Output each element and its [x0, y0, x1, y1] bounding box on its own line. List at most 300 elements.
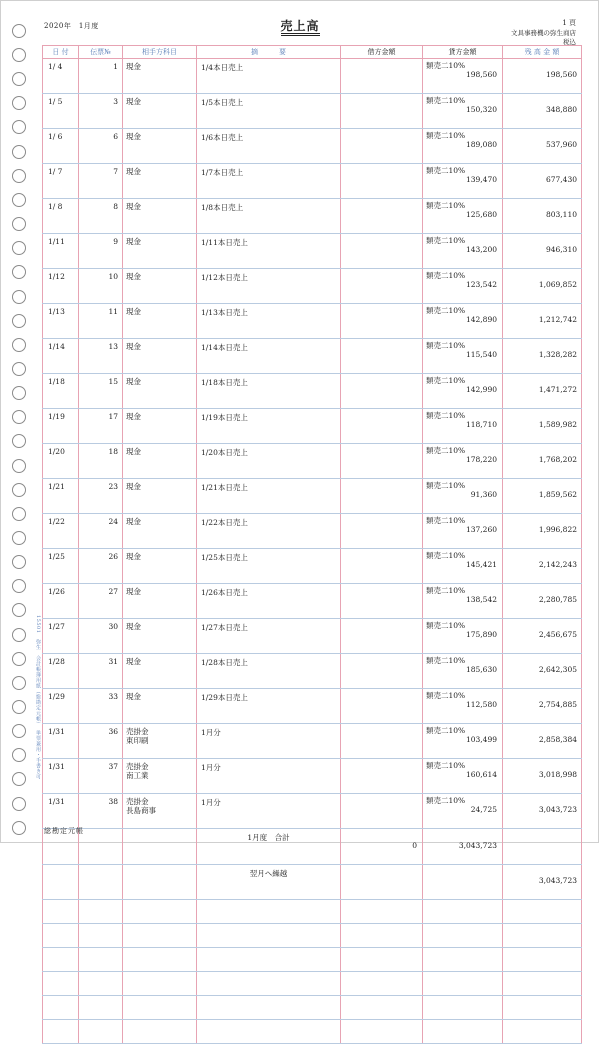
punch-hole	[12, 579, 26, 593]
balance-amount: 2,280,785	[503, 584, 582, 619]
empty-cell	[123, 948, 197, 972]
empty-cell	[79, 924, 123, 948]
punch-hole	[12, 338, 26, 352]
credit-amount	[423, 619, 503, 654]
tax-category: 類売二10%	[426, 446, 466, 455]
debit-amount	[341, 514, 423, 549]
slip-number: 18	[79, 444, 123, 479]
debit-amount	[341, 374, 423, 409]
tax-category: 類売二10%	[426, 621, 466, 630]
credit-value: 142,890	[465, 315, 497, 324]
empty-cell	[79, 900, 123, 924]
empty-cell	[423, 924, 503, 948]
credit-amount	[423, 304, 503, 339]
entry-description: 1月分	[197, 759, 341, 794]
account-name: 現金	[126, 237, 141, 246]
empty-row	[43, 1020, 582, 1044]
credit-amount	[423, 409, 503, 444]
entry-date: 1/ 7	[43, 164, 79, 199]
punch-hole	[12, 821, 26, 835]
credit-amount	[423, 549, 503, 584]
ledger-row	[43, 654, 582, 689]
empty-cell	[43, 1020, 79, 1044]
balance-amount: 1,859,562	[503, 479, 582, 514]
empty-cell	[197, 924, 341, 948]
balance-amount: 3,043,723	[503, 794, 582, 829]
empty-cell	[197, 1020, 341, 1044]
account-name: 現金	[126, 167, 141, 176]
account-name: 現金	[126, 482, 141, 491]
carry-balance: 3,043,723	[503, 865, 582, 900]
punch-hole	[12, 265, 26, 279]
tax-category: 類売二10%	[426, 796, 466, 805]
empty-cell	[503, 924, 582, 948]
credit-value: 143,200	[465, 245, 497, 254]
punch-hole	[12, 72, 26, 86]
entry-date: 1/18	[43, 374, 79, 409]
debit-amount	[341, 444, 423, 479]
credit-value: 24,725	[470, 805, 497, 814]
empty-cell	[197, 996, 341, 1020]
sub-account-name: 長島商事	[126, 806, 156, 815]
company-name: 文具事務機の弥生商店	[511, 29, 576, 37]
counter-account	[123, 514, 197, 549]
tax-category: 類売二10%	[426, 691, 466, 700]
entry-date: 1/ 4	[43, 59, 79, 94]
tax-category: 類売二10%	[426, 411, 466, 420]
page-number: 1 頁	[562, 19, 576, 27]
balance-amount: 2,142,243	[503, 549, 582, 584]
header-row	[43, 46, 582, 59]
ledger-row	[43, 794, 582, 829]
ledger-row	[43, 549, 582, 584]
entry-date: 1/31	[43, 724, 79, 759]
punch-hole	[12, 483, 26, 497]
empty-cell	[79, 1020, 123, 1044]
tax-category: 類売二10%	[426, 341, 466, 350]
entry-description: 1/12本日売上	[197, 269, 341, 304]
entry-date: 1/13	[43, 304, 79, 339]
ledger-row	[43, 479, 582, 514]
empty-cell	[197, 948, 341, 972]
debit-amount	[341, 654, 423, 689]
account-name: 現金	[126, 132, 141, 141]
counter-account	[123, 479, 197, 514]
empty-cell	[43, 996, 79, 1020]
credit-amount	[423, 759, 503, 794]
entry-date: 1/27	[43, 619, 79, 654]
credit-amount	[423, 689, 503, 724]
tax-category: 類売二10%	[426, 656, 466, 665]
empty-cell	[423, 996, 503, 1020]
punch-hole	[12, 314, 26, 328]
credit-amount	[423, 164, 503, 199]
counter-account	[123, 304, 197, 339]
balance-amount: 3,018,998	[503, 759, 582, 794]
debit-amount	[341, 689, 423, 724]
account-name: 現金	[126, 552, 141, 561]
sub-account-name: 南工業	[126, 771, 149, 780]
empty-cell	[197, 900, 341, 924]
entry-date: 1/12	[43, 269, 79, 304]
ledger-row	[43, 689, 582, 724]
account-name: 現金	[126, 377, 141, 386]
credit-value: 145,421	[465, 560, 497, 569]
debit-amount	[341, 619, 423, 654]
ledger-row	[43, 619, 582, 654]
credit-amount	[423, 584, 503, 619]
entry-description: 1/28本日売上	[197, 654, 341, 689]
entry-description: 1/4本日売上	[197, 59, 341, 94]
tax-category: 類売二10%	[426, 131, 466, 140]
punch-hole	[12, 459, 26, 473]
credit-value: 118,710	[465, 420, 497, 429]
title-underline	[281, 33, 320, 34]
slip-number: 23	[79, 479, 123, 514]
credit-amount	[423, 199, 503, 234]
counter-account	[123, 339, 197, 374]
carry-account	[123, 865, 197, 900]
tax-category: 類売二10%	[426, 376, 466, 385]
slip-number: 8	[79, 199, 123, 234]
punch-hole	[12, 652, 26, 666]
entry-description: 1/14本日売上	[197, 339, 341, 374]
empty-row	[43, 948, 582, 972]
balance-amount: 946,310	[503, 234, 582, 269]
punch-hole	[12, 700, 26, 714]
slip-number: 13	[79, 339, 123, 374]
slip-number: 30	[79, 619, 123, 654]
empty-cell	[43, 924, 79, 948]
entry-description: 1/6本日売上	[197, 129, 341, 164]
punch-hole	[12, 410, 26, 424]
debit-amount	[341, 234, 423, 269]
empty-cell	[341, 900, 423, 924]
credit-value: 125,680	[465, 210, 497, 219]
summary-slip	[79, 829, 123, 865]
balance-amount: 1,069,852	[503, 269, 582, 304]
tax-category: 類売二10%	[426, 761, 466, 770]
empty-row	[43, 924, 582, 948]
counter-account	[123, 374, 197, 409]
tax-mode: 税込	[563, 38, 576, 46]
account-name: 売掛金	[126, 797, 149, 806]
entry-date: 1/31	[43, 759, 79, 794]
counter-account	[123, 444, 197, 479]
slip-number: 9	[79, 234, 123, 269]
punch-hole	[12, 24, 26, 38]
credit-value: 137,260	[465, 525, 497, 534]
slip-number: 15	[79, 374, 123, 409]
empty-cell	[341, 1020, 423, 1044]
credit-amount	[423, 794, 503, 829]
credit-value: 91,360	[470, 490, 497, 499]
slip-number: 37	[79, 759, 123, 794]
punch-hole	[12, 193, 26, 207]
punch-hole	[12, 772, 26, 786]
account-name: 現金	[126, 657, 141, 666]
debit-amount	[341, 409, 423, 444]
balance-amount: 803,110	[503, 199, 582, 234]
credit-amount	[423, 514, 503, 549]
entry-description: 1/7本日売上	[197, 164, 341, 199]
sub-account-name: 東印刷	[126, 736, 149, 745]
entry-description: 1/26本日売上	[197, 584, 341, 619]
slip-number: 1	[79, 59, 123, 94]
credit-amount	[423, 94, 503, 129]
account-name: 現金	[126, 62, 141, 71]
slip-number: 24	[79, 514, 123, 549]
balance-amount: 1,768,202	[503, 444, 582, 479]
period-label: 2020年 1月度	[44, 22, 99, 30]
counter-account	[123, 199, 197, 234]
entry-date: 1/14	[43, 339, 79, 374]
slip-number: 10	[79, 269, 123, 304]
debit-amount	[341, 794, 423, 829]
empty-row	[43, 996, 582, 1020]
punch-hole	[12, 724, 26, 738]
ledger-row	[43, 199, 582, 234]
counter-account	[123, 164, 197, 199]
balance-amount: 348,880	[503, 94, 582, 129]
entry-date: 1/ 8	[43, 199, 79, 234]
counter-account	[123, 94, 197, 129]
debit-amount	[341, 164, 423, 199]
credit-value: 198,560	[465, 70, 497, 79]
debit-amount	[341, 94, 423, 129]
ledger-table	[42, 45, 582, 1044]
punch-hole	[12, 96, 26, 110]
balance-amount: 1,328,282	[503, 339, 582, 374]
empty-cell	[341, 972, 423, 996]
tax-category: 類売二10%	[426, 726, 466, 735]
punch-hole	[12, 434, 26, 448]
balance-amount: 677,430	[503, 164, 582, 199]
counter-account	[123, 724, 197, 759]
empty-cell	[43, 972, 79, 996]
entry-description: 1/22本日売上	[197, 514, 341, 549]
entry-description: 1/11本日売上	[197, 234, 341, 269]
empty-cell	[79, 972, 123, 996]
ledger-row	[43, 514, 582, 549]
punch-hole	[12, 145, 26, 159]
entry-description: 1/19本日売上	[197, 409, 341, 444]
punch-hole	[12, 628, 26, 642]
slip-number: 31	[79, 654, 123, 689]
balance-amount: 1,996,822	[503, 514, 582, 549]
credit-amount	[423, 129, 503, 164]
punch-hole	[12, 555, 26, 569]
counter-account	[123, 269, 197, 304]
col-header-description: 摘 要	[197, 46, 341, 59]
slip-number: 17	[79, 409, 123, 444]
form-product-note: 15501 弥生 会計帳簿用紙（総勘定元帳） 単票兼用・手書き可	[35, 615, 41, 780]
counter-account	[123, 794, 197, 829]
debit-amount	[341, 269, 423, 304]
debit-amount	[341, 549, 423, 584]
entry-description: 1月分	[197, 794, 341, 829]
ledger-row	[43, 59, 582, 94]
credit-amount	[423, 479, 503, 514]
entry-description: 1/18本日売上	[197, 374, 341, 409]
credit-amount	[423, 654, 503, 689]
empty-row	[43, 972, 582, 996]
punch-hole	[12, 797, 26, 811]
debit-amount	[341, 199, 423, 234]
entry-description: 1/21本日売上	[197, 479, 341, 514]
entry-date: 1/25	[43, 549, 79, 584]
debit-amount	[341, 129, 423, 164]
carry-slip	[79, 865, 123, 900]
entry-date: 1/31	[43, 794, 79, 829]
punch-hole	[12, 120, 26, 134]
empty-cell	[341, 924, 423, 948]
empty-cell	[43, 900, 79, 924]
slip-number: 11	[79, 304, 123, 339]
account-name: 売掛金	[126, 762, 149, 771]
counter-account	[123, 549, 197, 584]
punch-hole	[12, 531, 26, 545]
entry-date: 1/ 6	[43, 129, 79, 164]
balance-amount: 2,754,885	[503, 689, 582, 724]
col-header-debit: 借方金額	[341, 46, 423, 59]
carry-forward-row	[43, 865, 582, 900]
account-name: 現金	[126, 342, 141, 351]
col-header-slip: 伝票№	[79, 46, 123, 59]
punch-hole	[12, 48, 26, 62]
balance-amount: 1,589,982	[503, 409, 582, 444]
tax-category: 類売二10%	[426, 201, 466, 210]
counter-account	[123, 129, 197, 164]
ledger-row	[43, 724, 582, 759]
entry-date: 1/26	[43, 584, 79, 619]
tax-category: 類売二10%	[426, 551, 466, 560]
empty-cell	[197, 972, 341, 996]
counter-account	[123, 234, 197, 269]
credit-value: 139,470	[465, 175, 497, 184]
empty-cell	[423, 1020, 503, 1044]
debit-amount	[341, 584, 423, 619]
credit-value: 103,499	[465, 735, 497, 744]
footer-label: 総勘定元帳	[44, 827, 84, 835]
tax-category: 類売二10%	[426, 481, 466, 490]
credit-value: 123,542	[465, 280, 497, 289]
account-name: 現金	[126, 622, 141, 631]
punch-hole	[12, 507, 26, 521]
summary-label: 1月度 合計	[197, 829, 341, 865]
title-underline-double	[281, 35, 320, 36]
empty-cell	[123, 924, 197, 948]
account-name: 現金	[126, 447, 141, 456]
credit-value: 142,990	[465, 385, 497, 394]
empty-cell	[123, 972, 197, 996]
credit-value: 175,890	[465, 630, 497, 639]
punch-hole	[12, 241, 26, 255]
punch-hole	[12, 217, 26, 231]
account-name: 現金	[126, 202, 141, 211]
credit-amount	[423, 444, 503, 479]
slip-number: 33	[79, 689, 123, 724]
summary-debit-total: 0	[341, 829, 423, 865]
credit-amount	[423, 339, 503, 374]
account-name: 売掛金	[126, 727, 149, 736]
empty-cell	[423, 948, 503, 972]
credit-value: 112,580	[465, 700, 497, 709]
entry-description: 1/20本日売上	[197, 444, 341, 479]
counter-account	[123, 59, 197, 94]
empty-cell	[123, 996, 197, 1020]
balance-amount: 2,456,675	[503, 619, 582, 654]
ledger-row	[43, 759, 582, 794]
credit-amount	[423, 59, 503, 94]
credit-value: 115,540	[465, 350, 497, 359]
account-name: 現金	[126, 272, 141, 281]
counter-account	[123, 584, 197, 619]
empty-cell	[341, 948, 423, 972]
counter-account	[123, 409, 197, 444]
col-header-balance: 残 高 金 額	[503, 46, 582, 59]
punch-hole	[12, 386, 26, 400]
tax-category: 類売二10%	[426, 96, 466, 105]
credit-value: 160,614	[465, 770, 497, 779]
carry-label: 翌月へ繰越	[197, 865, 341, 900]
slip-number: 36	[79, 724, 123, 759]
punch-hole	[12, 362, 26, 376]
summary-account	[123, 829, 197, 865]
tax-category: 類売二10%	[426, 306, 466, 315]
summary-row	[43, 829, 582, 865]
account-name: 現金	[126, 692, 141, 701]
entry-description: 1/29本日売上	[197, 689, 341, 724]
entry-date: 1/20	[43, 444, 79, 479]
counter-account	[123, 759, 197, 794]
entry-description: 1/25本日売上	[197, 549, 341, 584]
debit-amount	[341, 479, 423, 514]
credit-value: 189,080	[465, 140, 497, 149]
empty-cell	[123, 900, 197, 924]
account-name: 現金	[126, 412, 141, 421]
debit-amount	[341, 759, 423, 794]
ledger-row	[43, 339, 582, 374]
empty-cell	[423, 900, 503, 924]
account-name: 現金	[126, 587, 141, 596]
ledger-row	[43, 444, 582, 479]
debit-amount	[341, 304, 423, 339]
tax-category: 類売二10%	[426, 516, 466, 525]
slip-number: 26	[79, 549, 123, 584]
empty-cell	[79, 996, 123, 1020]
punch-holes	[6, 0, 32, 844]
debit-amount	[341, 59, 423, 94]
empty-cell	[503, 1020, 582, 1044]
slip-number: 27	[79, 584, 123, 619]
account-name: 現金	[126, 97, 141, 106]
empty-cell	[43, 948, 79, 972]
entry-date: 1/19	[43, 409, 79, 444]
entry-date: 1/29	[43, 689, 79, 724]
ledger-row	[43, 234, 582, 269]
col-header-date: 日 付	[43, 46, 79, 59]
tax-category: 類売二10%	[426, 271, 466, 280]
debit-amount	[341, 339, 423, 374]
ledger-row	[43, 94, 582, 129]
balance-amount: 2,858,384	[503, 724, 582, 759]
entry-date: 1/11	[43, 234, 79, 269]
slip-number: 3	[79, 94, 123, 129]
punch-hole	[12, 676, 26, 690]
carry-date	[43, 865, 79, 900]
tax-category: 類売二10%	[426, 586, 466, 595]
